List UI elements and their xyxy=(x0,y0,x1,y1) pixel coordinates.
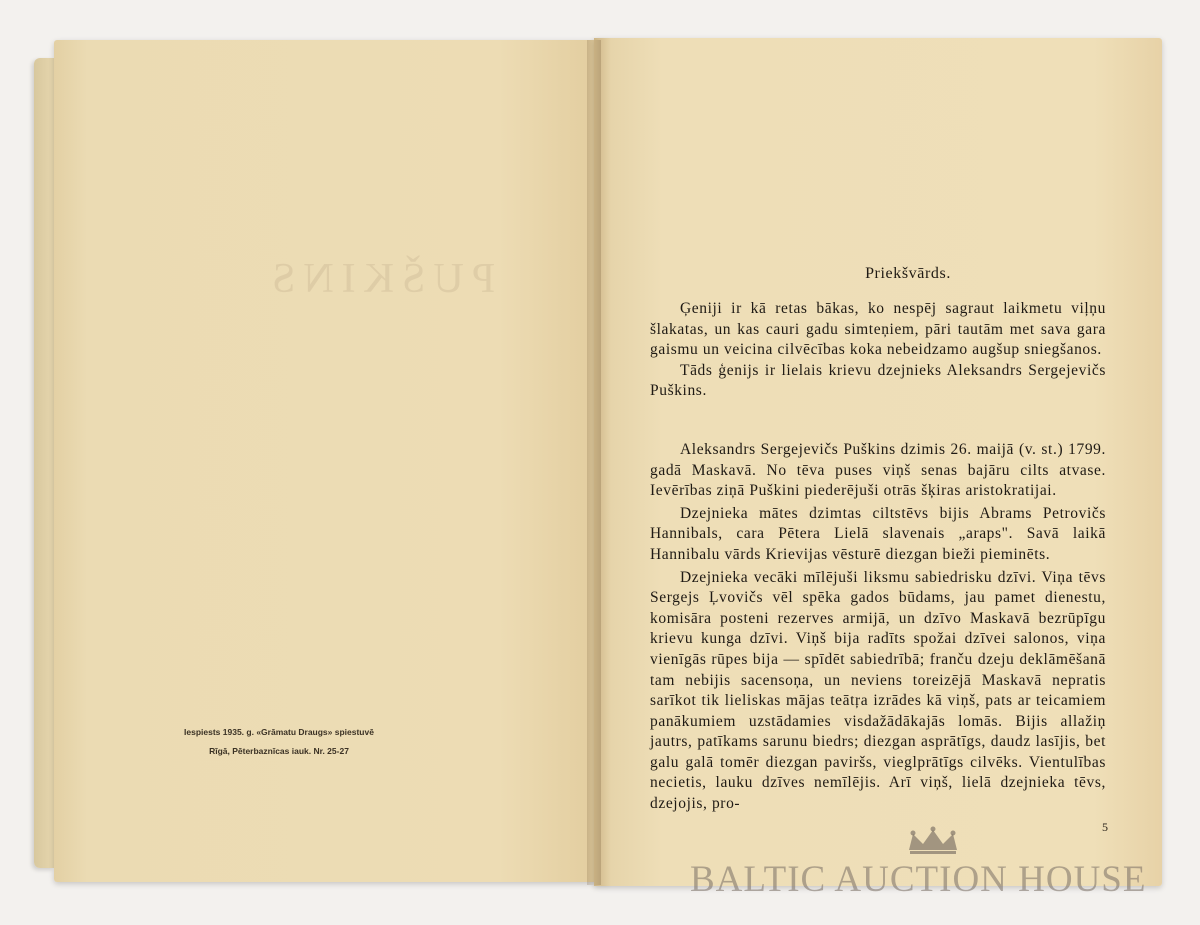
printer-imprint xyxy=(149,723,409,761)
paragraph-2: Tāds ģenijs ir lielais krievu dzejnieks Aleksandrs Sergejevičs Puškins. xyxy=(650,361,1106,400)
preface-heading: Priekšvārds. xyxy=(865,265,951,282)
imprint-line-1: Iespiests 1935. g. «Grāmatu Draugs» spiestuvē xyxy=(184,727,374,737)
crown-icon xyxy=(905,826,961,856)
bleed-through-title: PUŠKINS xyxy=(264,256,496,302)
left-page xyxy=(54,40,609,882)
paragraph-5: Dzejnieka vecāki mīlējuši liksmu sabiedrisku dzīvi. Viņa tēvs Sergejs Ļvovičs vēl spēka gados būdams, jau pamet dienestu, komisāra posteni rezerves armijā, un dzīvo Maskavā bezrūpīgu krievu kunga dzīvi. Viņš bija radīts spožai dzīvei salonos, viņa vienīgās rūpes bija — spīdēt sabiedrībā; franču dzeju deklāmēšanā tam nebijis sacensoņa, un neviens toreizējā Maskavā nepratis sarīkot tik lieliskas mājas teātŗa izrādes kā viņš, pats ar teicamiem panākumiem uzstādamies visdažādākajās lomās. Bijis allažiņ jautrs, patīkams sarunu biedrs; diezgan asprātīgs, daudz lasījis, bet galu galā tomēr diezgan paviršs, vieglprātīgs cilvēks. Vientulības necietis, lauku dzīves nemīlējis. Arī viņš, lielā dzejnieka tēvs, dzejojis, pro- xyxy=(650,568,1106,813)
open-book xyxy=(22,30,1172,900)
paragraph-1: Ģeniji ir kā retas bākas, ko nespēj sagraut laikmetu viļņu šlakatas, un kas cauri gadu simteņiem, pāri tautām met sava gara gaismu un veicina cilvēcības koka nebeidzamo augšup sniegšanos. xyxy=(650,300,1106,359)
paragraph-4: Dzejnieka mātes dzimtas ciltstēvs bijis Abrams Petrovičs Hannibals, cara Pētera Lielā slavenais „araps". Savā laikā Hannibalu vārds Krievijas vēsturē diezgan bieži pieminēts. xyxy=(650,504,1106,563)
paragraph-3: Aleksandrs Sergejevičs Puškins dzimis 26. maijā (v. st.) 1799. gadā Maskavā. No tēva puses viņš senas bajāru cilts atvase. Ievērības ziņā Puškini piederējuši otrās šķiras aristokratijai. xyxy=(650,440,1106,500)
book-gutter xyxy=(587,40,601,885)
page-number: 5 xyxy=(1102,820,1108,834)
imprint-line-2: Rīgā, Pēterbaznīcas iauk. Nr. 25-27 xyxy=(209,746,349,756)
preface-text xyxy=(650,265,1106,815)
right-page xyxy=(594,38,1162,886)
auction-house-watermark: BALTIC AUCTION HOUSE xyxy=(690,859,1147,900)
cover-edge xyxy=(34,58,54,868)
